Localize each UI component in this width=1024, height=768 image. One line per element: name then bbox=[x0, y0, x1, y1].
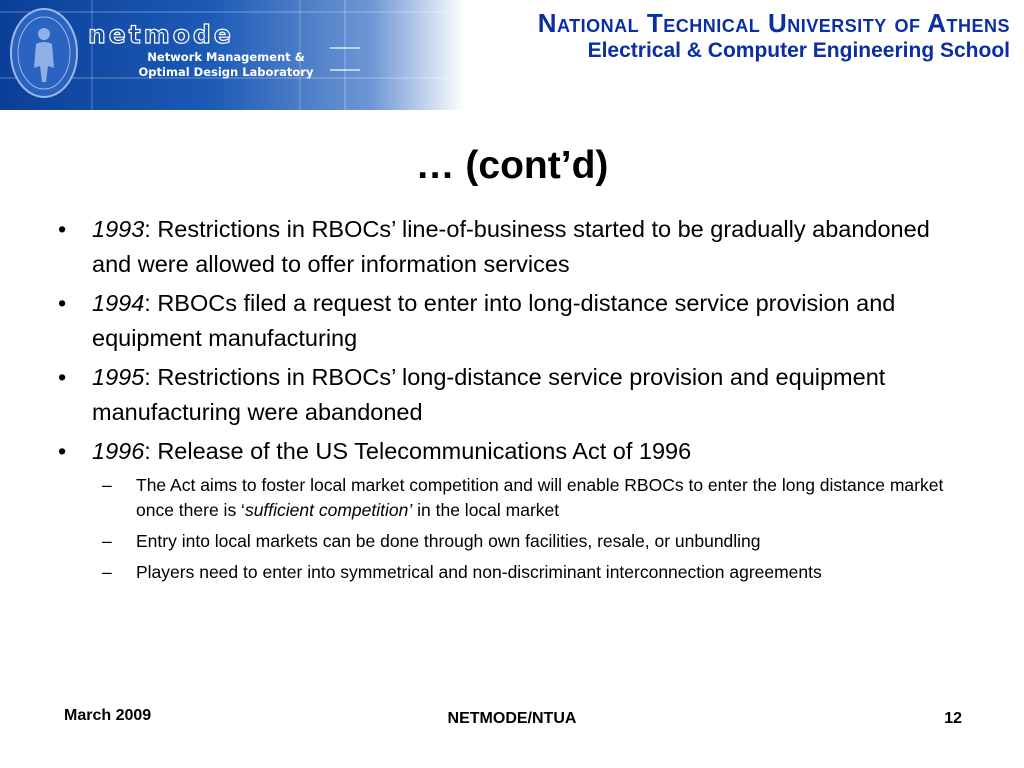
university-name: National Technical University of Athens bbox=[537, 8, 1010, 38]
page-number: 12 bbox=[944, 710, 962, 727]
sub-bullet-item bbox=[58, 529, 958, 554]
bullet-year: 1993 bbox=[92, 216, 145, 242]
bullet-item bbox=[58, 286, 958, 356]
bullet-year: 1995 bbox=[92, 364, 145, 390]
slide-title: … (cont’d) bbox=[415, 144, 609, 187]
bullet-item bbox=[58, 434, 958, 469]
sub-bullet-text-end: in the local market bbox=[412, 500, 560, 520]
sub-bullet-item bbox=[58, 473, 958, 523]
footer-center: NETMODE/NTUA bbox=[447, 710, 577, 727]
sub-bullet-item bbox=[58, 560, 958, 585]
bullet-mark: • bbox=[58, 290, 67, 316]
sub-bullet-text: Entry into local markets can be done through own facilities, resale, or unbundling bbox=[136, 531, 761, 551]
slide-content bbox=[58, 212, 958, 591]
sub-bullet-text: Players need to enter into symmetrical and non-discriminant interconnection agreements bbox=[136, 562, 822, 582]
bullet-mark: • bbox=[58, 364, 67, 390]
sub-bullet-mark: – bbox=[102, 562, 112, 582]
bullet-mark: • bbox=[58, 216, 67, 242]
lab-name-line1: Network Management & bbox=[147, 50, 305, 64]
sub-bullet-mark: – bbox=[102, 531, 112, 551]
bullet-text: : Release of the US Telecommunications Act of 1996 bbox=[144, 438, 692, 464]
bullet-item bbox=[58, 360, 958, 430]
footer-date: March 2009 bbox=[64, 707, 152, 724]
sub-bullet-mark: – bbox=[102, 475, 112, 495]
university-block bbox=[538, 8, 1010, 64]
netmode-logo-wordmark: netmode bbox=[88, 20, 234, 49]
bullet-text: : Restrictions in RBOCs’ line-of-business started to be gradually abandoned and were allowed to offer information services bbox=[92, 216, 930, 277]
lab-name bbox=[126, 50, 326, 80]
school-name: Electrical & Computer Engineering School bbox=[587, 39, 1010, 62]
university-seal-icon bbox=[8, 6, 80, 100]
sub-bullet-text: The Act aims to foster local market competition and will enable RBOCs to enter the long distance market once there is ‘ bbox=[136, 475, 944, 520]
bullet-year: 1996 bbox=[92, 438, 145, 464]
header-banner bbox=[0, 0, 465, 110]
bullet-item bbox=[58, 212, 958, 282]
bullet-year: 1994 bbox=[92, 290, 145, 316]
bullet-mark: • bbox=[58, 438, 67, 464]
sub-bullet-emphasis: sufficient competition’ bbox=[244, 500, 413, 520]
bullet-text: : RBOCs filed a request to enter into long-distance service provision and equipment manufacturing bbox=[92, 290, 896, 351]
bullet-text: : Restrictions in RBOCs’ long-distance service provision and equipment manufacturing were abandoned bbox=[92, 364, 886, 425]
lab-name-line2: Optimal Design Laboratory bbox=[138, 65, 314, 79]
